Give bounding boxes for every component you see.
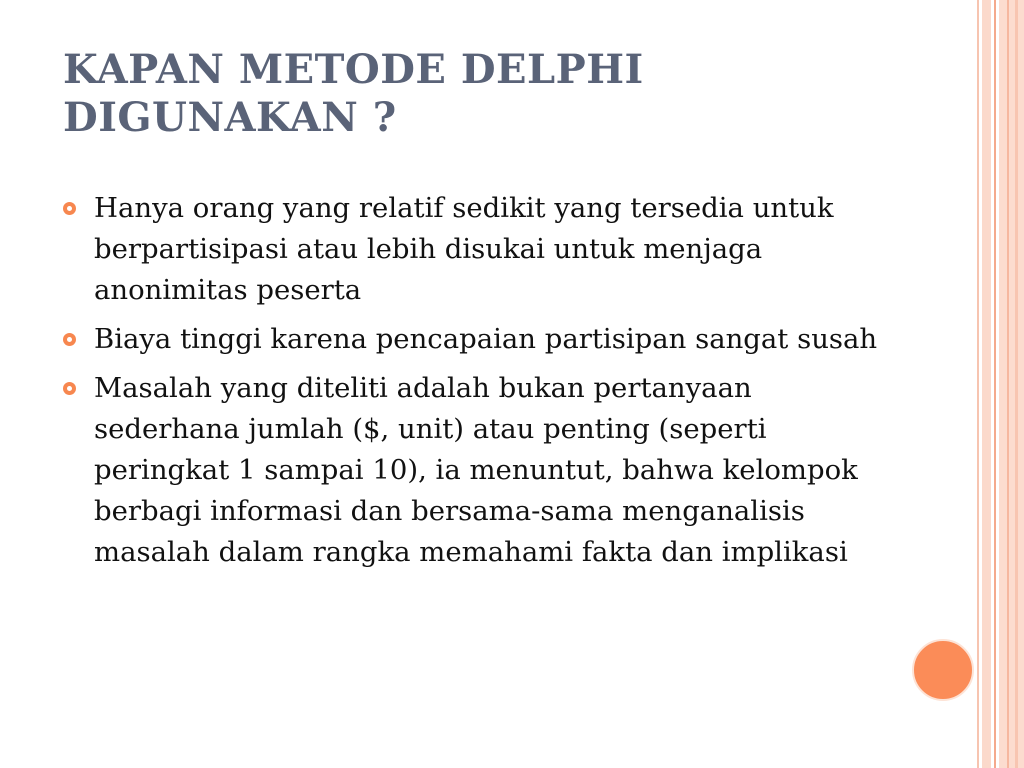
decorative-stripe [999,0,1024,768]
bullet-item [63,368,883,573]
bullet-item [63,188,883,311]
bullet-circle-icon [63,382,76,395]
decorative-stripe [982,0,991,768]
bullet-list [63,188,883,581]
bullet-text: Masalah yang diteliti adalah bukan pertanyaan sederhana jumlah ($, unit) atau penting (seperti peringkat 1 sampai 10), ia menuntut, bahwa kelompok berbagi informasi dan bersama-sama menganalisis masalah dalam rangka memahami fakta dan implikasi [94,372,858,568]
decorative-circle [912,639,974,701]
decorative-stripe [994,0,996,768]
bullet-circle-icon [63,202,76,215]
decorative-stripe [1007,0,1009,768]
bullet-item [63,319,883,360]
decorative-stripe [977,0,979,768]
bullet-text: Hanya orang yang relatif sedikit yang tersedia untuk berpartisipasi atau lebih disukai untuk menjaga anonimitas peserta [94,192,834,306]
decorative-stripe [1015,0,1018,768]
bullet-text: Biaya tinggi karena pencapaian partisipan sangat susah [94,323,878,355]
bullet-circle-icon [63,333,76,346]
slide-title: KAPAN METODE DELPHI DIGUNAKAN ? [63,46,644,141]
